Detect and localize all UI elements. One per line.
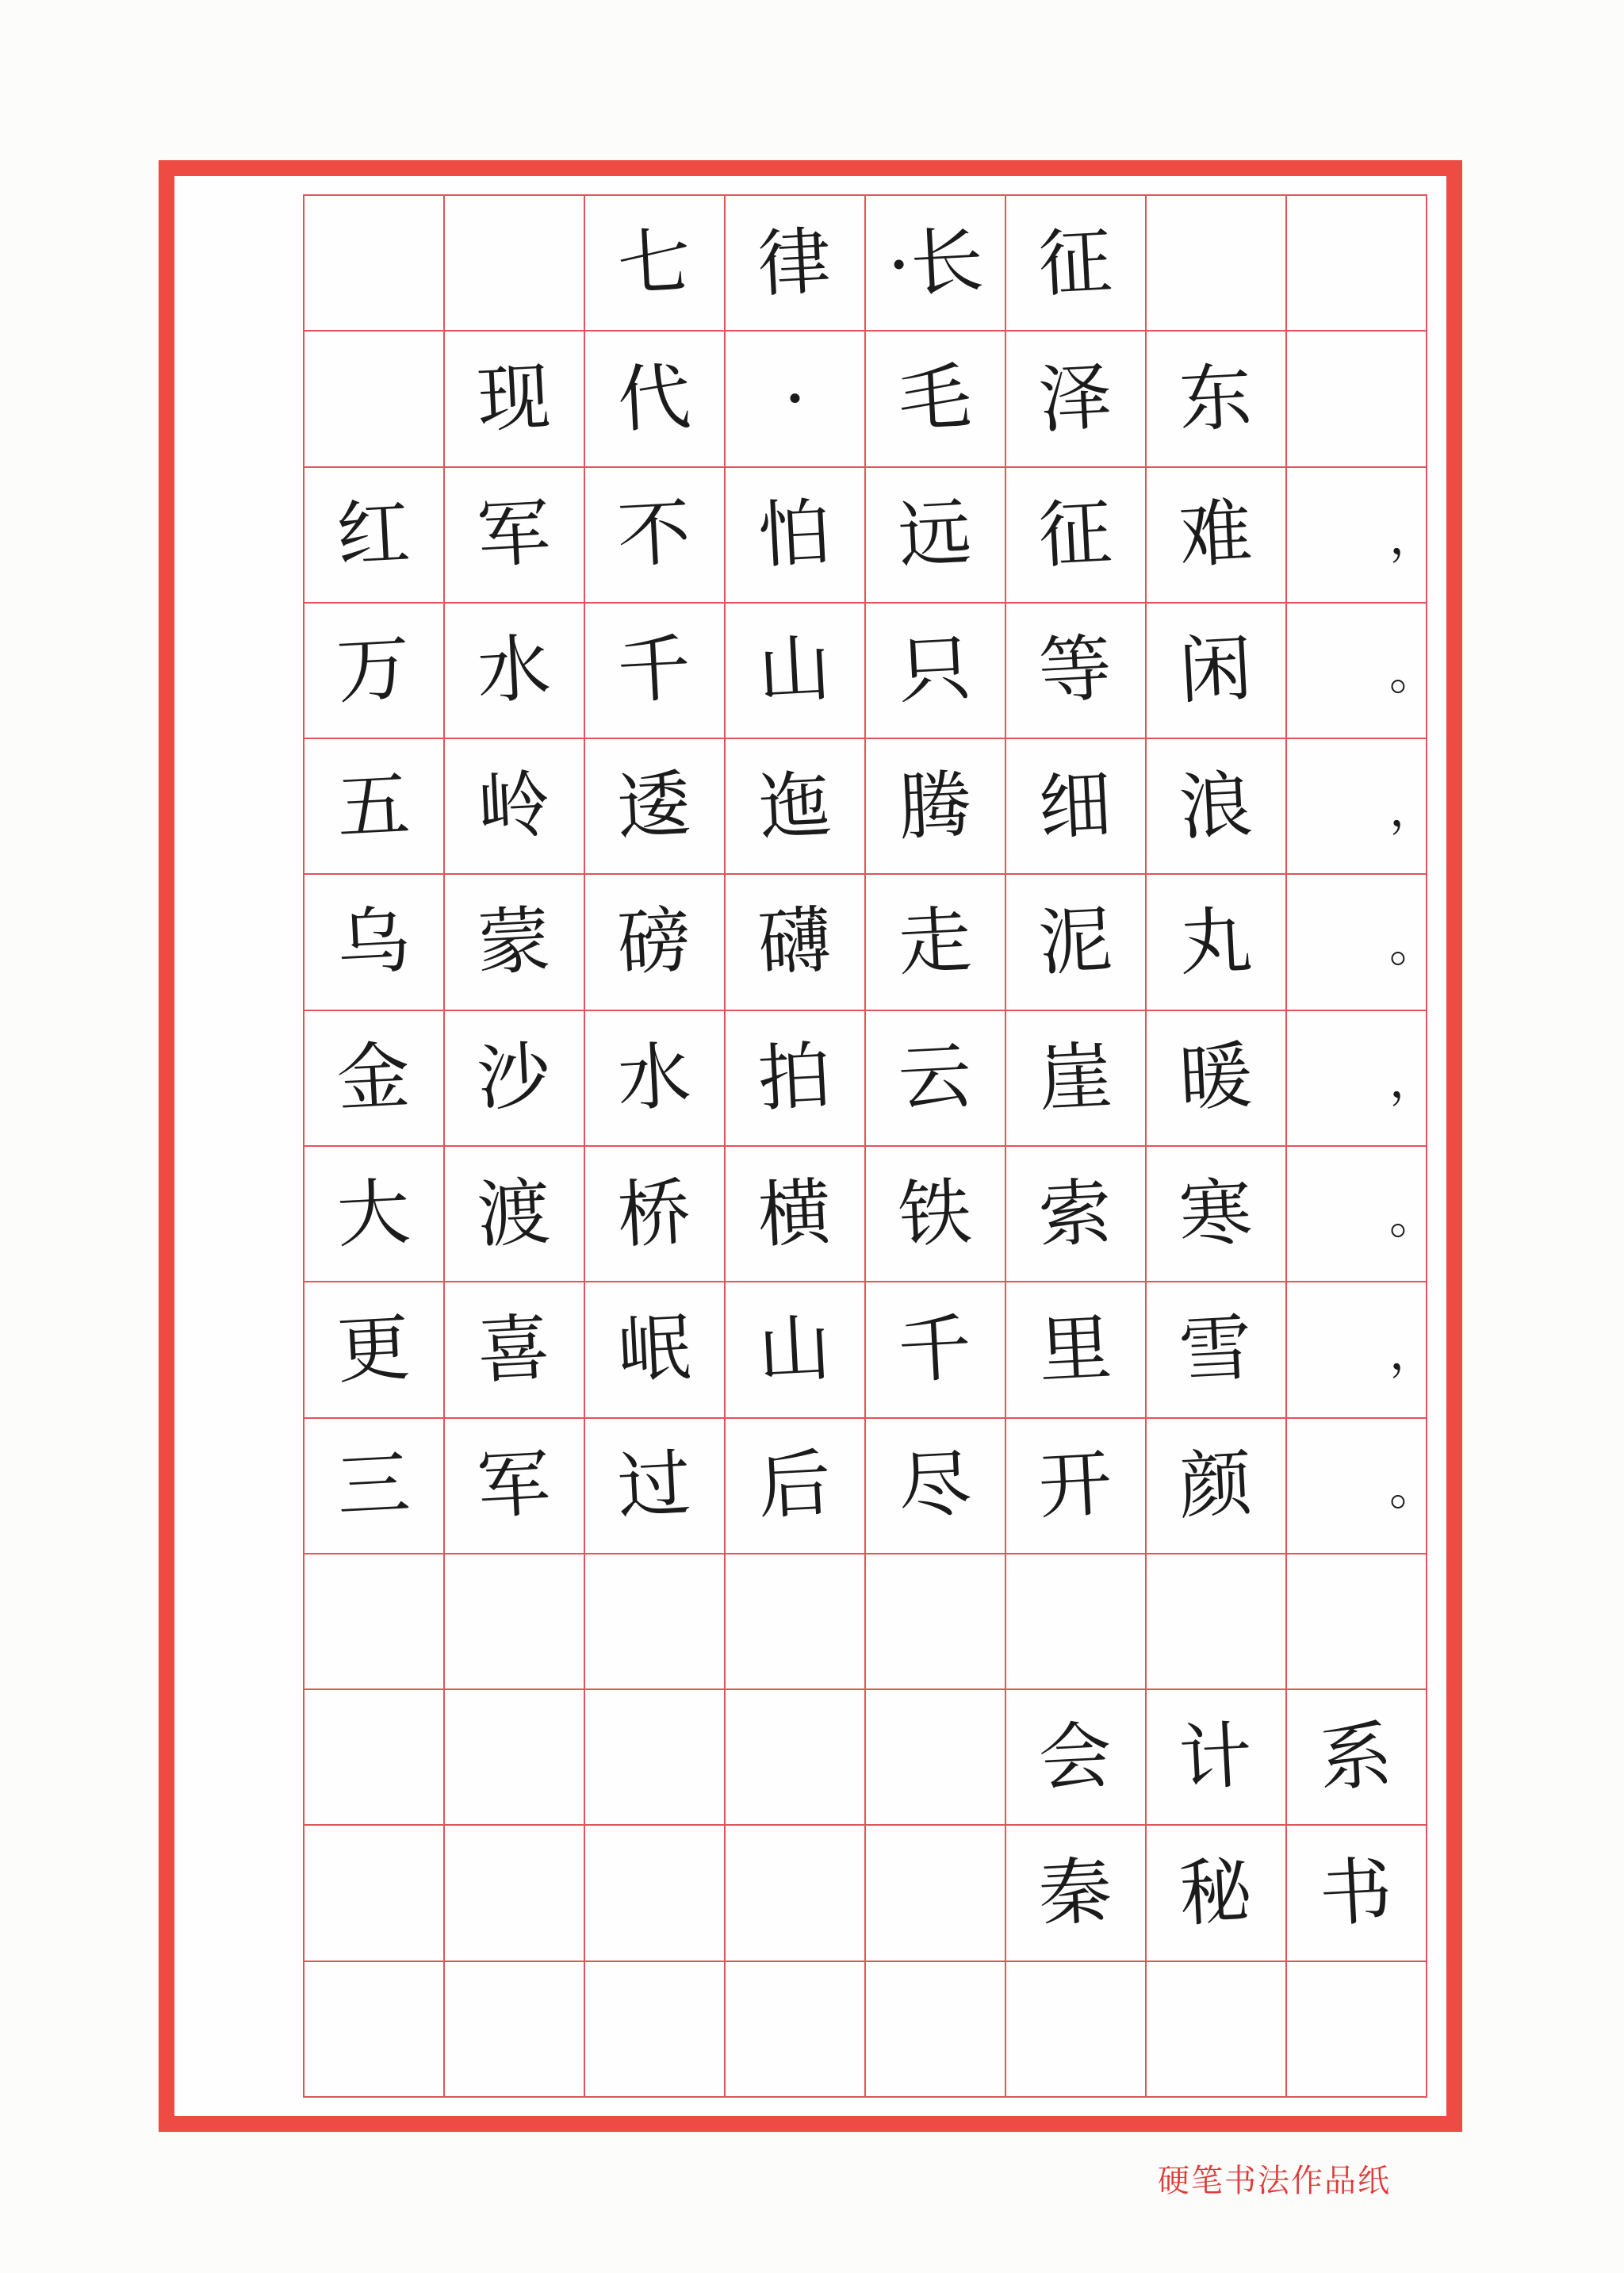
grid-cell: [445, 1011, 585, 1147]
calligraphy-character: ·长: [885, 217, 986, 308]
grid-cell: [1147, 1282, 1287, 1418]
grid-cell: [445, 1147, 585, 1282]
punctuation-mark: ，: [1389, 1053, 1437, 1110]
punctuation-mark: 。: [1389, 1461, 1437, 1517]
grid-cell: [1006, 1962, 1147, 2098]
calligraphy-character: 系: [1317, 1712, 1396, 1802]
grid-cell: [445, 1690, 585, 1826]
grid-cell: [1006, 739, 1147, 875]
calligraphy-character: 崖: [1036, 1033, 1115, 1122]
grid-cell: [726, 604, 866, 739]
punctuation-mark: 。: [1389, 917, 1437, 973]
grid-cell: [585, 1962, 726, 2098]
grid-cell: [1147, 1147, 1287, 1282]
grid-cell: [1006, 332, 1147, 467]
calligraphy-character: 会: [1036, 1712, 1115, 1802]
grid-cell: [1287, 196, 1427, 332]
grid-cell: [726, 1826, 866, 1961]
calligraphy-character: 雪: [1177, 1305, 1255, 1394]
grid-cell: [1287, 1826, 1427, 1961]
calligraphy-character: 五: [335, 761, 413, 851]
grid-cell: [1006, 604, 1147, 739]
grid-cell: [1287, 1690, 1427, 1826]
grid-cell: [1006, 1147, 1147, 1282]
grid-cell: [1006, 875, 1147, 1010]
calligraphy-character: 军: [475, 1440, 553, 1530]
grid-cell: [1006, 196, 1147, 332]
grid-cell: [304, 1419, 445, 1554]
calligraphy-character: 寒: [1177, 1169, 1255, 1258]
grid-cell: [1287, 604, 1437, 739]
calligraphy-character: 后: [756, 1440, 834, 1530]
calligraphy-character: 细: [1036, 761, 1115, 851]
grid-cell: [585, 739, 726, 875]
grid-cell: [726, 468, 866, 604]
grid-cell: [1147, 1962, 1287, 2098]
calligraphy-character: 山: [756, 626, 834, 715]
calligraphy-character: 暖: [1177, 1033, 1255, 1122]
calligraphy-character: 开: [1036, 1440, 1115, 1530]
grid-cell: [726, 875, 866, 1010]
calligraphy-character: 书: [1317, 1848, 1396, 1938]
grid-cell: [1147, 196, 1287, 332]
grid-cell: [1006, 1554, 1147, 1690]
grid-cell: [585, 196, 726, 332]
grid-cell: [866, 1147, 1006, 1282]
grid-cell: [726, 1690, 866, 1826]
calligraphy-character: 水: [615, 1033, 694, 1122]
grid-cell: [1287, 468, 1437, 604]
calligraphy-character: 七: [615, 218, 694, 307]
grid-cell: [585, 1282, 726, 1418]
grid-cell: [1287, 1282, 1437, 1418]
grid-cell: [866, 875, 1006, 1010]
grid-cell: [1287, 1147, 1437, 1282]
grid-cell: [445, 1962, 585, 2098]
grid-cell: [1006, 1690, 1147, 1826]
grid-cell: [726, 1011, 866, 1147]
grid-cell: [445, 468, 585, 604]
grid-cell: [585, 1147, 726, 1282]
grid-cell: [866, 1419, 1006, 1554]
calligraphy-character: 军: [475, 489, 553, 579]
calligraphy-character: 千: [615, 626, 694, 715]
calligraphy-character: 山: [756, 1305, 834, 1394]
grid-cell: [866, 1282, 1006, 1418]
calligraphy-character: 磅: [615, 897, 694, 987]
grid-cell: [304, 1962, 445, 2098]
calligraphy-character: 不: [615, 489, 694, 579]
calligraphy-character: 征: [1036, 218, 1115, 307]
calligraphy-character: 渡: [475, 1169, 553, 1258]
calligraphy-character: 丸: [1177, 897, 1255, 987]
grid-cell: [1287, 1011, 1437, 1147]
grid-cell: [1006, 1419, 1147, 1554]
calligraphy-character: 怕: [756, 489, 834, 579]
grid-cell: [304, 739, 445, 875]
grid-cell: [1147, 1419, 1287, 1554]
calligraphy-character: 过: [615, 1440, 694, 1530]
calligraphy-character: 更: [335, 1305, 413, 1394]
grid-cell: [866, 604, 1006, 739]
calligraphy-character: 泥: [1036, 897, 1115, 987]
calligraphy-character: 水: [475, 626, 553, 715]
grid-cell: [1006, 1826, 1147, 1961]
grid-cell: [304, 332, 445, 467]
calligraphy-character: 秦: [1036, 1848, 1115, 1938]
grid-cell: [304, 1690, 445, 1826]
calligraphy-character: 毛: [896, 354, 975, 443]
grid-cell: [585, 468, 726, 604]
grid-cell: [445, 875, 585, 1010]
grid-cell: [866, 196, 1006, 332]
grid-cell: [585, 1419, 726, 1554]
calligraphy-character: 横: [756, 1169, 834, 1258]
grid-cell: [585, 332, 726, 467]
grid-cell: [1147, 1011, 1287, 1147]
grid-cell: [1147, 604, 1287, 739]
punctuation-mark: ，: [1389, 510, 1437, 566]
calligraphy-character: 三: [335, 1440, 413, 1530]
grid-cell: [866, 1962, 1006, 2098]
grid-cell: [445, 1554, 585, 1690]
calligraphy-character: 万: [335, 626, 413, 715]
calligraphy-character: 迤: [756, 761, 834, 851]
grid-cell: [445, 739, 585, 875]
grid-cell: [585, 875, 726, 1010]
calligraphy-character: 走: [896, 897, 975, 987]
grid-cell: [1287, 1962, 1427, 2098]
calligraphy-character: 腾: [896, 761, 975, 851]
grid-cell: [1147, 875, 1287, 1010]
calligraphy-character: 尽: [896, 1440, 975, 1530]
grid-cell: [1287, 332, 1427, 467]
grid-cell: [866, 332, 1006, 467]
grid-cell: [585, 1554, 726, 1690]
calligraphy-character: 等: [1036, 626, 1115, 715]
calligraphy-character: 里: [1036, 1305, 1115, 1394]
calligraphy-character: 喜: [475, 1305, 553, 1394]
calligraphy-character: 红: [335, 489, 413, 579]
grid-cell: [1287, 1419, 1437, 1554]
grid-cell: [585, 1690, 726, 1826]
grid-cell: [1006, 468, 1147, 604]
punctuation-mark: 。: [1389, 646, 1437, 702]
grid-cell: [304, 1011, 445, 1147]
grid-cell: [445, 196, 585, 332]
calligraphy-character: 云: [896, 1033, 975, 1122]
calligraphy-character: 蒙: [475, 897, 553, 987]
grid-cell: [1147, 332, 1287, 467]
grid-cell: [1147, 1690, 1287, 1826]
grid-cell: [1147, 468, 1287, 604]
calligraphy-character: 岭: [475, 761, 553, 851]
grid-cell: [866, 1826, 1006, 1961]
paper-label: 硬笔书法作品纸: [1158, 2163, 1391, 2199]
punctuation-mark: ，: [1389, 781, 1437, 838]
calligraphy-character: 金: [335, 1033, 413, 1122]
calligraphy-character: 大: [335, 1169, 413, 1258]
calligraphy-grid: [303, 194, 1437, 2098]
calligraphy-character: 远: [896, 489, 975, 579]
grid-cell: [726, 1419, 866, 1554]
calligraphy-character: 征: [1036, 489, 1115, 579]
grid-cell: [304, 196, 445, 332]
grid-cell: [445, 1826, 585, 1961]
grid-cell: [866, 468, 1006, 604]
grid-cell: [304, 604, 445, 739]
calligraphy-character: 千: [896, 1305, 975, 1394]
grid-cell: [866, 1011, 1006, 1147]
grid-cell: [304, 875, 445, 1010]
grid-cell: [866, 1554, 1006, 1690]
grid-cell: [1147, 1554, 1287, 1690]
grid-cell: [304, 1282, 445, 1418]
calligraphy-character: 计: [1177, 1712, 1255, 1802]
grid-cell: [726, 739, 866, 875]
grid-cell: [1006, 1011, 1147, 1147]
grid-cell: [1006, 1282, 1147, 1418]
grid-cell: [726, 1147, 866, 1282]
grid-cell: [304, 1826, 445, 1961]
grid-cell: [866, 739, 1006, 875]
calligraphy-character: 桥: [615, 1169, 694, 1258]
grid-cell: [726, 1282, 866, 1418]
punctuation-mark: ，: [1389, 1324, 1437, 1381]
grid-cell: [726, 196, 866, 332]
calligraphy-character: 颜: [1177, 1440, 1255, 1530]
grid-cell: [1147, 739, 1287, 875]
calligraphy-character: 拍: [756, 1033, 834, 1122]
calligraphy-character: 泽: [1036, 354, 1115, 443]
grid-cell: [866, 1690, 1006, 1826]
calligraphy-character: 礴: [756, 897, 834, 987]
grid-cell: [445, 1419, 585, 1554]
grid-cell: [585, 1826, 726, 1961]
calligraphy-character: 东: [1177, 354, 1255, 443]
grid-cell: [726, 332, 866, 467]
punctuation-mark: 。: [1389, 1189, 1437, 1245]
calligraphy-character: 闲: [1177, 626, 1255, 715]
calligraphy-character: 铁: [896, 1169, 975, 1258]
grid-cell: [1287, 739, 1437, 875]
calligraphy-character: 秘: [1177, 1848, 1255, 1938]
calligraphy-character: 代: [615, 354, 694, 443]
grid-cell: [585, 1011, 726, 1147]
calligraphy-character: 逶: [615, 761, 694, 851]
calligraphy-character: 现: [475, 354, 553, 443]
grid-cell: [304, 1554, 445, 1690]
grid-cell: [1287, 1554, 1427, 1690]
calligraphy-character: 岷: [615, 1305, 694, 1394]
calligraphy-character: 索: [1036, 1169, 1115, 1258]
grid-cell: [445, 332, 585, 467]
calligraphy-character: 沙: [475, 1033, 553, 1122]
grid-cell: [726, 1554, 866, 1690]
grid-cell: [585, 604, 726, 739]
grid-cell: [1147, 1826, 1287, 1961]
calligraphy-character: 难: [1177, 489, 1255, 579]
calligraphy-character: 浪: [1177, 761, 1255, 851]
grid-cell: [726, 1962, 866, 2098]
calligraphy-character: ·: [781, 355, 809, 442]
grid-cell: [445, 604, 585, 739]
grid-cell: [304, 1147, 445, 1282]
calligraphy-character: 乌: [335, 897, 413, 987]
grid-cell: [445, 1282, 585, 1418]
calligraphy-character: 只: [896, 626, 975, 715]
grid-cell: [1287, 875, 1437, 1010]
grid-cell: [304, 468, 445, 604]
calligraphy-character: 律: [756, 218, 834, 307]
